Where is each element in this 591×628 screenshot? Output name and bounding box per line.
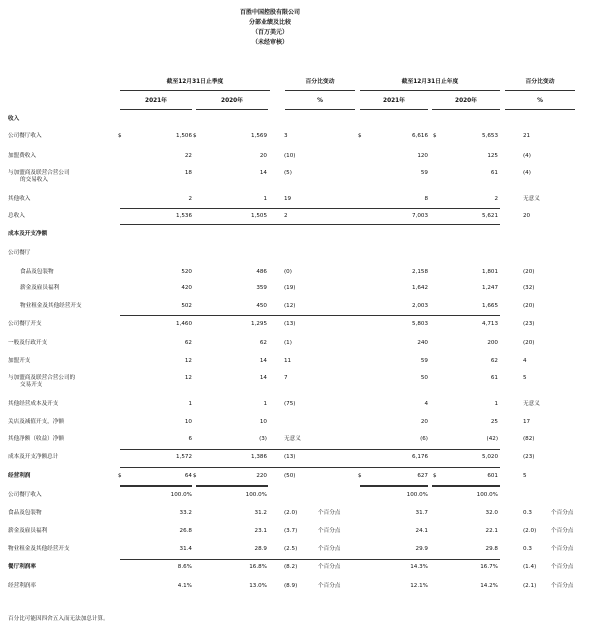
cell-pct-quarter: (8.2) [284, 564, 298, 570]
cell-pct-year: 5 [523, 473, 527, 479]
table-row [0, 437, 591, 447]
cell-2020-year: 1,665 [481, 303, 498, 309]
cell-2021-year: 12.1% [410, 583, 428, 589]
cell-2021-quarter: 2 [188, 196, 192, 202]
cell-pct-quarter: (19) [284, 285, 296, 291]
cell-2021-year: 627 [417, 473, 428, 479]
cell-2020-quarter: 1 [263, 401, 267, 407]
cell-2020-year: 1,247 [481, 285, 498, 291]
row-label: 一般及行政开支 [8, 340, 48, 346]
currency-symbol: $ [358, 133, 362, 139]
cell-2020-year: 16.7% [480, 564, 498, 570]
cell-2020-year: (42) [486, 436, 498, 442]
cell-pct-year-note: 个百分点 [551, 564, 574, 570]
cell-2020-quarter: 13.0% [249, 583, 267, 589]
cell-2020-year: 1,801 [481, 269, 498, 275]
cell-2020-quarter: 1,295 [250, 321, 267, 327]
cell-2020-quarter: 1 [263, 196, 267, 202]
table-row [0, 455, 591, 465]
cell-pct-year: (32) [523, 285, 535, 291]
row-label: 物业租金及其他经营开支 [20, 303, 82, 309]
cell-2021-quarter: 31.4 [179, 546, 192, 552]
cell-pct-year: (20) [523, 303, 535, 309]
cell-2021-year: 59 [420, 170, 428, 176]
table-row [0, 565, 591, 575]
cell-pct-quarter-note: 个百分点 [318, 528, 341, 534]
cell-2021-quarter: 62 [184, 340, 192, 346]
cell-2021-year: 50 [420, 375, 428, 381]
cell-2021-quarter: 12 [184, 375, 192, 381]
cell-2020-year: 601 [487, 473, 498, 479]
cell-2021-year: 59 [420, 358, 428, 364]
cell-pct-year: (2.1) [523, 583, 537, 589]
row-label: 经营利润率 [8, 583, 36, 589]
cell-2020-quarter: 14 [259, 358, 267, 364]
cell-2021-year: 120 [417, 153, 428, 159]
table-row [0, 529, 591, 539]
table-row [0, 547, 591, 557]
cell-2021-year: 240 [417, 340, 428, 346]
table-row [0, 214, 591, 224]
cell-2021-quarter: 18 [184, 170, 192, 176]
row-label: 成本及开支净额 [8, 231, 48, 237]
cell-pct-year: 17 [523, 419, 531, 425]
cell-2021-quarter: 1,460 [175, 321, 192, 327]
cell-pct-quarter: (1) [284, 340, 292, 346]
cell-2021-quarter: 4.1% [177, 583, 192, 589]
cell-pct-quarter: (12) [284, 303, 296, 309]
cell-pct-year-note: 个百分点 [551, 583, 574, 589]
cell-pct-year: 0.3 [523, 546, 532, 552]
row-label: 餐厅利润率 [8, 564, 36, 570]
cell-pct-year: 0.3 [523, 510, 532, 516]
cell-2020-quarter: 20 [259, 153, 267, 159]
cell-pct-quarter: (50) [284, 473, 296, 479]
table-row [0, 584, 591, 594]
cell-pct-quarter: (75) [284, 401, 296, 407]
row-label: 物业租金及其他经营开支 [8, 546, 70, 552]
cell-2020-quarter: 62 [259, 340, 267, 346]
row-label: 关店及减值开支，净额 [8, 419, 64, 425]
table-row [0, 134, 591, 144]
table-row [0, 402, 591, 412]
table-row [0, 304, 591, 314]
cell-2021-year: 2,003 [411, 303, 428, 309]
cell-pct-quarter: 2 [284, 213, 288, 219]
currency-symbol: $ [118, 473, 122, 479]
cell-2021-quarter: 420 [181, 285, 192, 291]
cell-2021-quarter: 1 [188, 401, 192, 407]
col-2021-year: 2021年 [383, 98, 405, 104]
currency-symbol: $ [433, 473, 437, 479]
cell-2020-year: 2 [494, 196, 498, 202]
cell-2020-year: 29.8 [485, 546, 498, 552]
cell-pct-quarter-note: 个百分点 [318, 546, 341, 552]
table-row [0, 251, 591, 261]
currency-symbol: $ [118, 133, 122, 139]
cell-pct-quarter: (5) [284, 170, 292, 176]
col-2021-quarter: 2021年 [145, 98, 167, 104]
table-row [0, 171, 591, 181]
cell-pct-quarter: (2.0) [284, 510, 298, 516]
cell-2021-quarter: 100.0% [170, 492, 192, 498]
cell-2020-quarter: 28.9 [254, 546, 267, 552]
row-label: 加盟开支 [8, 358, 31, 364]
cell-2021-year: (6) [420, 436, 428, 442]
cell-2020-year: 61 [490, 170, 498, 176]
cell-2021-year: 29.9 [415, 546, 428, 552]
cell-pct-year: (4) [523, 153, 531, 159]
row-label: 与加盟商及联营合营公司 [8, 170, 70, 176]
cell-2021-quarter: 1,506 [175, 133, 192, 139]
cell-2020-year: 62 [490, 358, 498, 364]
cell-2020-year: 5,653 [481, 133, 498, 139]
cell-pct-year: (1.4) [523, 564, 537, 570]
col-2020-year: 2020年 [455, 98, 477, 104]
cell-pct-year: 5 [523, 375, 527, 381]
cell-pct-year: 无意义 [523, 401, 540, 407]
row-label: 食品及包装物 [20, 269, 54, 275]
table-row [0, 117, 591, 127]
year-period-heading: 截至12月31日止年度 [401, 79, 459, 85]
row-label: 公司餐厅收入 [8, 492, 42, 498]
cell-2021-year: 14.3% [410, 564, 428, 570]
cell-2021-year: 4 [424, 401, 428, 407]
cell-2021-year: 7,003 [411, 213, 428, 219]
cell-2020-quarter: 450 [256, 303, 267, 309]
cell-2021-quarter: 33.2 [179, 510, 192, 516]
cell-2020-quarter: 1,386 [250, 454, 267, 460]
cell-2020-year: 100.0% [476, 492, 498, 498]
table-row [0, 286, 591, 296]
cell-2021-year: 20 [420, 419, 428, 425]
year-pct-heading: 百分比变动 [525, 79, 555, 85]
cell-pct-quarter: (2.5) [284, 546, 298, 552]
cell-pct-quarter: 无意义 [284, 436, 301, 442]
row-label: 与加盟商及联营合营公司的 [8, 375, 76, 381]
cell-2021-quarter: 502 [181, 303, 192, 309]
row-label: 其他经营成本及开支 [8, 401, 59, 407]
cell-2020-quarter: 16.8% [249, 564, 267, 570]
cell-2021-quarter: 8.6% [177, 564, 192, 570]
cell-2020-year: 125 [487, 153, 498, 159]
table-row [0, 474, 591, 484]
cell-pct-quarter-note: 个百分点 [318, 564, 341, 570]
row-label: 公司餐厅收入 [8, 133, 42, 139]
cell-pct-year: (20) [523, 269, 535, 275]
cell-2020-year: 4,713 [481, 321, 498, 327]
cell-2020-year: 200 [487, 340, 498, 346]
cell-2020-year: 5,621 [481, 213, 498, 219]
cell-pct-year-note: 个百分点 [551, 546, 574, 552]
cell-2020-year: 61 [490, 375, 498, 381]
cell-pct-quarter: 3 [284, 133, 288, 139]
cell-2020-year: 22.1 [485, 528, 498, 534]
cell-2020-quarter: 1,505 [250, 213, 267, 219]
row-label-cont: 的交易收入 [20, 177, 48, 183]
cell-2021-quarter: 10 [184, 419, 192, 425]
cell-2021-quarter: 520 [181, 269, 192, 275]
cell-pct-year-note: 个百分点 [551, 528, 574, 534]
cell-2020-quarter: (3) [259, 436, 267, 442]
table-row [0, 420, 591, 430]
row-label: 公司餐厅开支 [8, 321, 42, 327]
cell-2021-quarter: 26.8 [179, 528, 192, 534]
cell-pct-year: (20) [523, 340, 535, 346]
cell-pct-year-note: 个百分点 [551, 510, 574, 516]
cell-2020-quarter: 100.0% [245, 492, 267, 498]
cell-2021-quarter: 1,572 [175, 454, 192, 460]
cell-pct-quarter: 11 [284, 358, 292, 364]
row-label: 经营利润 [8, 473, 31, 479]
currency-symbol: $ [193, 133, 197, 139]
quarter-pct-heading: 百分比变动 [305, 79, 335, 85]
table-row [0, 197, 591, 207]
row-label: 总收入 [8, 213, 25, 219]
table-row [0, 376, 591, 386]
cell-pct-year: 无意义 [523, 196, 540, 202]
cell-2020-quarter: 14 [259, 170, 267, 176]
cell-2021-year: 6,176 [411, 454, 428, 460]
cell-pct-year: (23) [523, 454, 535, 460]
cell-pct-quarter-note: 个百分点 [318, 510, 341, 516]
row-label: 收入 [8, 116, 20, 122]
row-label: 食品及包装物 [8, 510, 42, 516]
cell-2020-quarter: 31.2 [254, 510, 267, 516]
cell-2021-quarter: 22 [184, 153, 192, 159]
cell-2021-year: 2,158 [411, 269, 428, 275]
row-label-cont: 交易开支 [20, 382, 43, 388]
cell-pct-quarter: 7 [284, 375, 288, 381]
cell-2020-year: 5,020 [481, 454, 498, 460]
cell-2021-year: 24.1 [415, 528, 428, 534]
cell-pct-year: (2.0) [523, 528, 537, 534]
cell-2020-quarter: 486 [256, 269, 267, 275]
cell-pct-quarter: (0) [284, 269, 292, 275]
col-pct-year: % [537, 98, 543, 104]
cell-pct-quarter: (3.7) [284, 528, 298, 534]
cell-pct-year: 20 [523, 213, 531, 219]
table-row [0, 493, 591, 503]
footnote: 百分比可能因四舍五入而无法加总计算。 [8, 616, 109, 622]
table-row [0, 322, 591, 332]
cell-pct-year: (82) [523, 436, 535, 442]
cell-2020-quarter: 14 [259, 375, 267, 381]
currency-symbol: $ [358, 473, 362, 479]
cell-2020-year: 25 [490, 419, 498, 425]
cell-2021-year: 8 [424, 196, 428, 202]
currency-symbol: $ [433, 133, 437, 139]
table-row [0, 270, 591, 280]
row-label: 成本及开支净额总计 [8, 454, 59, 460]
table-row [0, 511, 591, 521]
cell-2020-year: 1 [494, 401, 498, 407]
cell-pct-quarter: (13) [284, 321, 296, 327]
statement-title: 分部业绩及比较 [248, 19, 291, 26]
row-label: 薪金及雇员福利 [8, 528, 48, 534]
cell-2021-year: 100.0% [406, 492, 428, 498]
cell-pct-year: 21 [523, 133, 531, 139]
cell-2021-year: 1,642 [411, 285, 428, 291]
table-row [0, 232, 591, 242]
cell-pct-quarter: (10) [284, 153, 296, 159]
col-pct-quarter: % [317, 98, 323, 104]
cell-2020-quarter: 10 [259, 419, 267, 425]
currency-symbol: $ [193, 473, 197, 479]
cell-pct-quarter: (8.9) [284, 583, 298, 589]
row-label: 加盟费收入 [8, 153, 36, 159]
cell-pct-quarter: (13) [284, 454, 296, 460]
row-label: 薪金及雇员福利 [20, 285, 60, 291]
cell-pct-year: (23) [523, 321, 535, 327]
cell-2021-quarter: 12 [184, 358, 192, 364]
table-row [0, 154, 591, 164]
cell-2021-quarter: 1,536 [175, 213, 192, 219]
cell-2020-year: 32.0 [485, 510, 498, 516]
cell-2020-quarter: 359 [256, 285, 267, 291]
cell-pct-year: 4 [523, 358, 527, 364]
row-label: 其他收入 [8, 196, 31, 202]
cell-2020-quarter: 220 [256, 473, 267, 479]
cell-2021-year: 5,803 [411, 321, 428, 327]
quarter-period-heading: 截至12月31日止季度 [166, 79, 224, 85]
cell-2021-year: 6,616 [411, 133, 428, 139]
company-name: 百胜中国控股有限公司 [239, 9, 300, 16]
cell-pct-quarter-note: 个百分点 [318, 583, 341, 589]
cell-2021-quarter: 6 [188, 436, 192, 442]
row-label: 公司餐厅 [8, 250, 31, 256]
col-2020-quarter: 2020年 [221, 98, 243, 104]
unit-note: （百万美元） [251, 29, 288, 36]
cell-pct-year: (4) [523, 170, 531, 176]
row-label: 其他净额（收益）净额 [8, 436, 64, 442]
cell-2020-quarter: 23.1 [254, 528, 267, 534]
cell-2020-quarter: 1,569 [250, 133, 267, 139]
audit-note: （未经审核） [251, 39, 288, 46]
cell-pct-quarter: 19 [284, 196, 292, 202]
table-row [0, 341, 591, 351]
cell-2020-year: 14.2% [480, 583, 498, 589]
cell-2021-quarter: 64 [184, 473, 192, 479]
table-row [0, 359, 591, 369]
cell-2021-year: 31.7 [415, 510, 428, 516]
